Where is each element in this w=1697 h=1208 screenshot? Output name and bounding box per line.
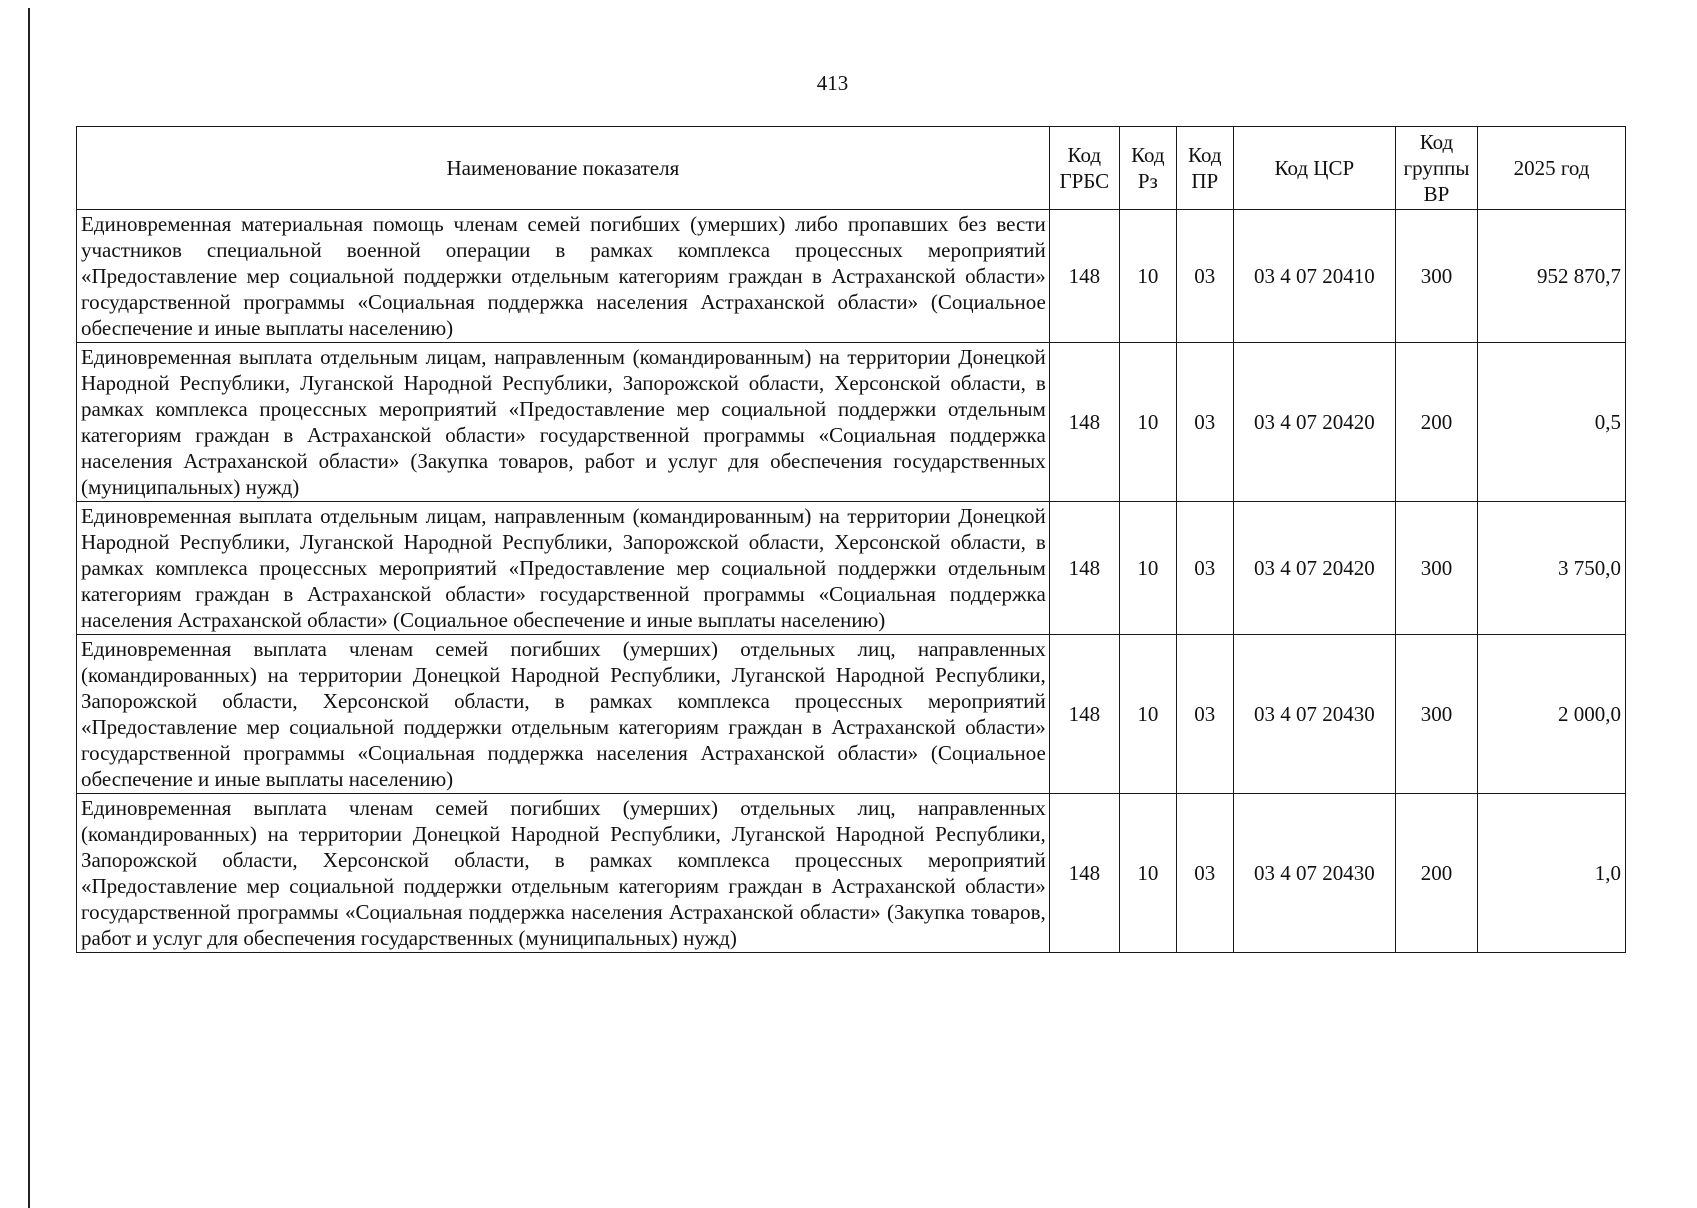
row-pr: 03	[1176, 502, 1233, 635]
header-year: 2025 год	[1478, 127, 1626, 210]
row-name: Единовременная выплата отдельным лицам, направленным (командированным) на территории Донецкой Народной Республики, Луганской Народной Республики, Запорожской области, Херсонской области, в рамках комплекса процессных мероприятий «Предоставление мер социальной поддержки отдельным категориям граждан в Астраханской области» государственной программы «Социальная поддержка населения Астраханской области» (Социальное обеспечение и иные выплаты населению)	[77, 502, 1050, 635]
row-csr: 03 4 07 20420	[1233, 343, 1395, 502]
table-row	[77, 210, 1626, 343]
binding-edge-line	[28, 8, 30, 1208]
header-grbs: Код ГРБС	[1049, 127, 1119, 210]
page-number: 413	[816, 71, 849, 95]
row-rz: 10	[1119, 635, 1176, 794]
row-csr: 03 4 07 20410	[1233, 210, 1395, 343]
row-csr: 03 4 07 20430	[1233, 635, 1395, 794]
row-amount: 0,5	[1478, 343, 1626, 502]
table-row	[77, 502, 1626, 635]
table-row	[77, 794, 1626, 953]
header-vr: Код группы ВР	[1395, 127, 1477, 210]
row-grbs: 148	[1049, 210, 1119, 343]
row-vr: 300	[1395, 502, 1477, 635]
table-header	[77, 127, 1626, 210]
row-name: Единовременная выплата членам семей погибших (умерших) отдельных лиц, направленных (командированных) на территории Донецкой Народной Республики, Луганской Народной Республики, Запорожской области, Херсонской области, в рамках комплекса процессных мероприятий «Предоставление мер социальной поддержки отдельным категориям граждан в Астраханской области» государственной программы «Социальная поддержка населения Астраханской области» (Социальное обеспечение и иные выплаты населению)	[77, 635, 1050, 794]
row-grbs: 148	[1049, 502, 1119, 635]
row-name: Единовременная выплата отдельным лицам, направленным (командированным) на территории Донецкой Народной Республики, Луганской Народной Республики, Запорожской области, Херсонской области, в рамках комплекса процессных мероприятий «Предоставление мер социальной поддержки отдельным категориям граждан в Астраханской области» государственной программы «Социальная поддержка населения Астраханской области» (Закупка товаров, работ и услуг для обеспечения государственных (муниципальных) нужд)	[77, 343, 1050, 502]
row-name: Единовременная материальная помощь членам семей погибших (умерших) либо пропавших без вести участников специальной военной операции в рамках комплекса процессных мероприятий «Предоставление мер социальной поддержки отдельным категориям граждан в Астраханской области» государственной программы «Социальная поддержка населения Астраханской области» (Социальное обеспечение и иные выплаты населению)	[77, 210, 1050, 343]
row-amount: 952 870,7	[1478, 210, 1626, 343]
row-rz: 10	[1119, 343, 1176, 502]
table-body	[77, 210, 1626, 953]
header-name: Наименование показателя	[77, 127, 1050, 210]
row-pr: 03	[1176, 635, 1233, 794]
row-amount: 2 000,0	[1478, 635, 1626, 794]
row-vr: 300	[1395, 635, 1477, 794]
header-pr: Код ПР	[1176, 127, 1233, 210]
row-grbs: 148	[1049, 794, 1119, 953]
row-rz: 10	[1119, 794, 1176, 953]
row-rz: 10	[1119, 502, 1176, 635]
table-row	[77, 635, 1626, 794]
row-csr: 03 4 07 20430	[1233, 794, 1395, 953]
row-vr: 300	[1395, 210, 1477, 343]
row-vr: 200	[1395, 343, 1477, 502]
header-csr: Код ЦСР	[1233, 127, 1395, 210]
row-amount: 3 750,0	[1478, 502, 1626, 635]
row-pr: 03	[1176, 343, 1233, 502]
row-vr: 200	[1395, 794, 1477, 953]
row-amount: 1,0	[1478, 794, 1626, 953]
header-rz: Код Рз	[1119, 127, 1176, 210]
row-csr: 03 4 07 20420	[1233, 502, 1395, 635]
table-row	[77, 343, 1626, 502]
row-name: Единовременная выплата членам семей погибших (умерших) отдельных лиц, направленных (командированных) на территории Донецкой Народной Республики, Луганской Народной Республики, Запорожской области, Херсонской области, в рамках комплекса процессных мероприятий «Предоставление мер социальной поддержки отдельным категориям граждан в Астраханской области» государственной программы «Социальная поддержка населения Астраханской области» (Закупка товаров, работ и услуг для обеспечения государственных (муниципальных) нужд)	[77, 794, 1050, 953]
header-row	[77, 127, 1626, 210]
budget-table	[76, 126, 1626, 953]
row-grbs: 148	[1049, 635, 1119, 794]
row-rz: 10	[1119, 210, 1176, 343]
row-grbs: 148	[1049, 343, 1119, 502]
row-pr: 03	[1176, 210, 1233, 343]
row-pr: 03	[1176, 794, 1233, 953]
